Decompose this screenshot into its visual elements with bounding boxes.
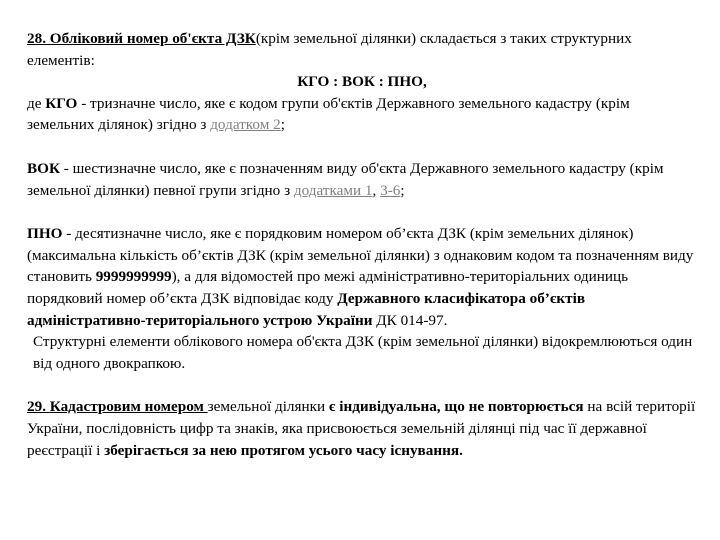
vok-text: - шестизначне число, яке є позначенням виду об'єкта Державного земельного кадастру (крім земельної ділянки) певної групи згідно з (27, 159, 664, 199)
section-29-bold-2: зберігається за нею протягом усього часу існування. (104, 441, 463, 459)
section-29-text-1: земельної ділянки (207, 398, 329, 416)
number-formula: КГО : ВОК : ПНО, (297, 73, 427, 91)
pno-term: ПНО (27, 225, 63, 243)
kgo-text: - тризначне число, яке є кодом групи об'єктів Державного земельного кадастру (крім земельних ділянок) згідно з (27, 94, 630, 134)
section-29 (27, 396, 697, 461)
annex-1-link[interactable]: додатками 1 (293, 181, 373, 199)
paragraph-gap (27, 374, 697, 396)
kgo-lead: де (27, 94, 46, 112)
classifier-code: ДК 014-97. (372, 311, 448, 329)
pno-max-number: 9999999999 (95, 268, 172, 286)
section-29-term: Кадастровим номером (49, 398, 208, 416)
annex-3-6-link[interactable]: 3-6 (380, 181, 401, 199)
section-29-text-2: на всій території України, послідовність цифр та знаків, яка присвоюється земельній ділянці під час її державної реєстрації і (27, 398, 696, 459)
separator-note: Структурні елементи облікового номера об'єкта ДЗК (крім земельної ділянки) відокремлюються один від одного двокрапкою. (33, 333, 693, 372)
pno-text-2: ), а для відомостей про межі адміністративно-територіальних одиниць порядковий номер об’єкта ДЗК відповідає коду (27, 268, 629, 307)
section-28-intro (27, 28, 697, 71)
section-29-number: 29. (27, 398, 50, 416)
vok-end: ; (400, 181, 405, 199)
classifier-name: Державного класифікатора об’єктів адміністративно-територіального устрою України (27, 289, 586, 329)
kgo-term: КГО (45, 94, 78, 112)
paragraph-gap (27, 136, 697, 158)
section-28-heading: 28. Обліковий номер об'єкта ДЗК (27, 30, 256, 47)
section-28-intro-text: (крім земельної ділянки) складається з таких структурних елементів: (27, 30, 632, 69)
pno-definition (27, 223, 697, 331)
pno-text-1: - десятизначне число, яке є порядковим номером об’єкта ДЗК (крім земельних ділянок) (максимальна кількість об’єктів ДЗК (крім земельної ділянки) з однаковим кодом та позначенням виду становить (27, 225, 694, 286)
paragraph-gap (27, 201, 697, 223)
document-body (27, 28, 697, 461)
vok-sep: , (372, 181, 381, 199)
vok-term: ВОК (27, 159, 60, 177)
section-29-bold-1: є індивідуальна, що не повторюється (328, 398, 584, 416)
vok-definition (27, 158, 697, 201)
kgo-definition (27, 93, 697, 136)
annex-2-link[interactable]: додатком 2 (210, 116, 281, 134)
kgo-end: ; (280, 116, 285, 134)
